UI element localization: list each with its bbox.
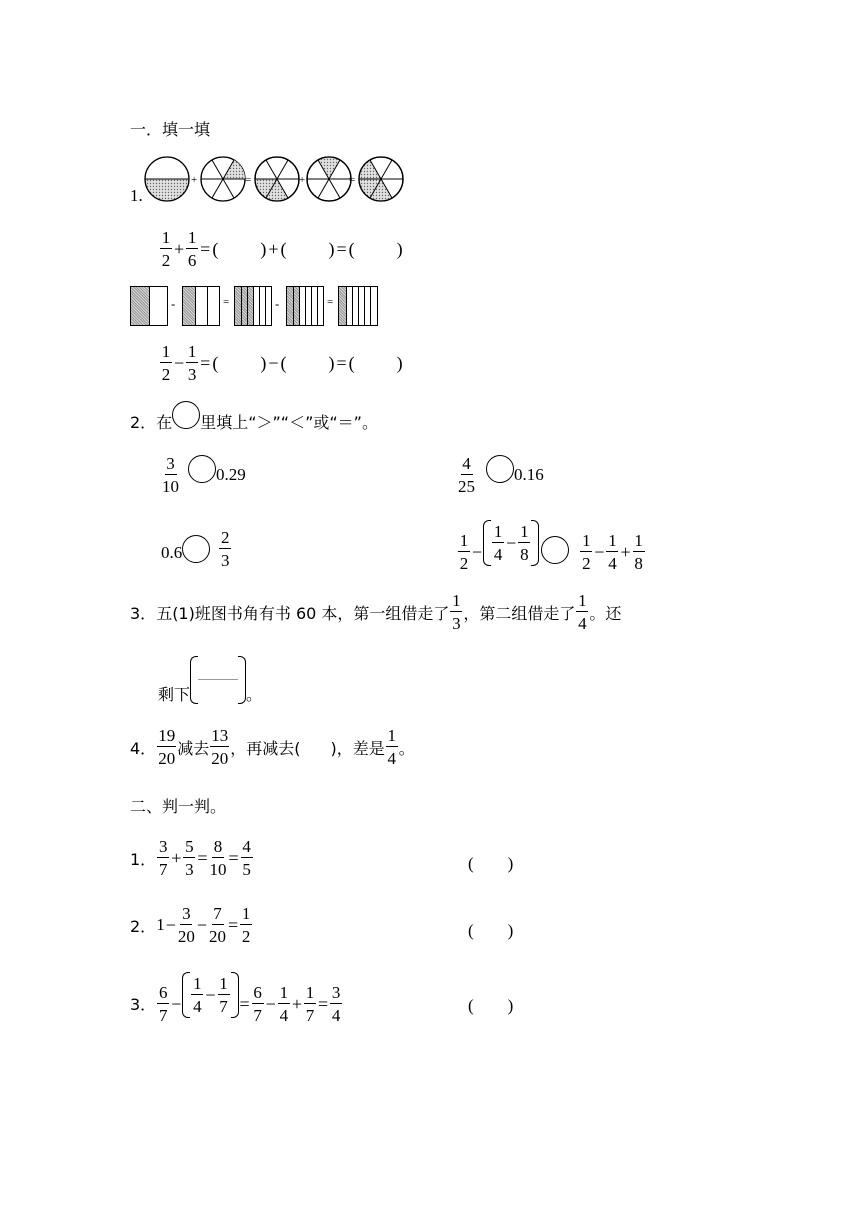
- circle-op-3: +: [299, 174, 306, 186]
- bar-three-sixths-shaded: [234, 286, 272, 326]
- fraction: $\frac{1}{4}$: [608, 531, 617, 573]
- answer-blank-open[interactable]: (: [212, 238, 219, 259]
- fraction: $\frac{19}{20}$: [158, 726, 176, 768]
- circle-op-1: +: [191, 174, 198, 186]
- fraction: $\frac{1}{2}$: [241, 904, 251, 946]
- rect-op-3: -: [275, 296, 280, 311]
- rect-op-1: -: [171, 296, 176, 311]
- fraction: $\frac{1}{2}$: [161, 228, 171, 270]
- rect-op-2: =: [223, 296, 230, 308]
- fraction: $\frac{3}{7}$: [158, 837, 168, 879]
- answer-blank-open[interactable]: (: [348, 352, 355, 373]
- q3-line-1: 3． 五(1)班图书角有书 60 本，第一组借走了 $\frac{1}{3}$ ，第二组借走了 $\frac{1}{4}$ 。还: [130, 591, 622, 633]
- judge-item-2: 2． 1 − $\frac{3}{20}$ − $\frac{7}{20}$ = $\frac{1}{2}$: [130, 904, 251, 946]
- bar-one-sixth-shaded: [338, 286, 378, 326]
- fraction: $\frac{1}{2}$: [459, 531, 469, 573]
- compare-circle-sample: [172, 401, 200, 429]
- fraction: $\frac{13}{20}$: [211, 726, 229, 768]
- fraction: $\frac{1}{4}$: [193, 974, 202, 1016]
- answer-blank-open[interactable]: (: [280, 238, 287, 259]
- q1-equation-a: $\frac{1}{2}$ + $\frac{1}{6}$ = ( ) + ( ) = ( ): [161, 228, 403, 270]
- circle-op-2: =: [245, 174, 252, 186]
- q2-item-2: $\frac{4}{25}$ 0.16: [458, 454, 544, 496]
- q4-line: 4． $\frac{19}{20}$ 减去 $\frac{13}{20}$ ，再减去( )，差是 $\frac{1}{4}$ 。: [130, 726, 415, 768]
- fraction: $\frac{1}{2}$: [582, 531, 591, 573]
- circle-four-sixths-shaded: [359, 157, 403, 201]
- fraction: $\frac{3}{20}$: [177, 904, 195, 946]
- answer-fraction-blank[interactable]: [198, 657, 238, 703]
- q3-line-2: 剩下 。: [158, 654, 262, 705]
- fraction: $\frac{6}{7}$: [158, 983, 168, 1025]
- fraction: $\frac{2}{3}$: [221, 528, 230, 570]
- compare-circle-2[interactable]: [486, 455, 514, 483]
- fraction: $\frac{1}{7}$: [219, 974, 228, 1016]
- fraction: $\frac{1}{8}$: [520, 522, 529, 564]
- circle-fraction-diagram: [143, 155, 408, 205]
- bar-half-shaded: [130, 286, 168, 326]
- answer-blank-open[interactable]: (: [280, 352, 287, 373]
- rectangle-fraction-diagram: [130, 286, 380, 326]
- judge-answer-3[interactable]: ( ): [468, 996, 514, 1015]
- fraction: $\frac{6}{7}$: [253, 983, 262, 1025]
- bar-two-sixths-shaded: [286, 286, 324, 326]
- q1-equation-b: $\frac{1}{2}$ − $\frac{1}{3}$ = ( ) − ( ) = ( ): [161, 342, 403, 384]
- fraction: $\frac{1}{3}$: [187, 342, 197, 384]
- section-1-title: 一．填一填: [130, 120, 211, 139]
- fraction: $\frac{1}{7}$: [305, 983, 315, 1025]
- compare-circle-4[interactable]: [541, 536, 569, 564]
- fraction: $\frac{1}{4}$: [387, 726, 396, 768]
- rect-op-4: =: [327, 296, 334, 308]
- q2-prompt: 2． 在 里填上“＞”“＜”或“＝”。: [130, 410, 378, 433]
- fraction: $\frac{3}{4}$: [331, 983, 341, 1025]
- fraction: $\frac{4}{25}$: [458, 454, 475, 496]
- q2-item-3: 0.6 $\frac{2}{3}$: [161, 528, 230, 570]
- compare-circle-3[interactable]: [182, 535, 210, 563]
- fraction: $\frac{7}{20}$: [209, 904, 226, 946]
- judge-answer-2[interactable]: ( ): [468, 921, 514, 940]
- fraction: $\frac{1}{2}$: [161, 342, 171, 384]
- compare-circle-1[interactable]: [188, 455, 216, 483]
- fraction: $\frac{4}{5}$: [242, 837, 251, 879]
- fraction: $\frac{5}{3}$: [185, 837, 194, 879]
- fraction: $\frac{8}{10}$: [209, 837, 227, 879]
- circle-three-sixths-shaded: [255, 157, 299, 201]
- q2-item-1: $\frac{3}{10}$ 0.29: [162, 454, 246, 496]
- circle-op-4: =: [349, 174, 356, 186]
- fraction: $\frac{1}{4}$: [493, 522, 503, 564]
- fraction: $\frac{1}{4}$: [578, 591, 587, 633]
- circle-half-shaded: [145, 157, 189, 201]
- fraction: $\frac{1}{8}$: [634, 531, 643, 573]
- fraction: $\frac{1}{3}$: [452, 591, 461, 633]
- bar-third-shaded: [182, 286, 220, 326]
- fraction: $\frac{1}{6}$: [187, 228, 197, 270]
- answer-blank-open[interactable]: (: [212, 352, 219, 373]
- judge-item-3: 3． $\frac{6}{7}$ − $\frac{1}{4}$ − $\frac{1}{7}$ = $\frac{6}{7}$ − $\frac{1}{4}$ + $\frac{1}{7}$ = $\frac{3}{4}$: [130, 974, 341, 1025]
- circle-sixth-shaded-2: [307, 157, 351, 201]
- q2-item-4: $\frac{1}{2}$ − $\frac{1}{4}$ − $\frac{1}{8}$ $\frac{1}{2}$ − $\frac{1}{4}$ + $\frac{1}{8}$: [459, 522, 643, 573]
- fraction: $\frac{3}{10}$: [162, 454, 179, 496]
- section-2-title: 二、判一判。: [130, 797, 227, 816]
- answer-blank-open[interactable]: (: [348, 238, 355, 259]
- fraction: $\frac{1}{4}$: [279, 983, 289, 1025]
- circle-sixth-shaded: [201, 157, 245, 201]
- q1-number: 1.: [130, 186, 143, 205]
- judge-item-1: 1． $\frac{3}{7}$ + $\frac{5}{3}$ = $\frac{8}{10}$ = $\frac{4}{5}$: [130, 837, 251, 879]
- judge-answer-1[interactable]: ( ): [468, 854, 514, 873]
